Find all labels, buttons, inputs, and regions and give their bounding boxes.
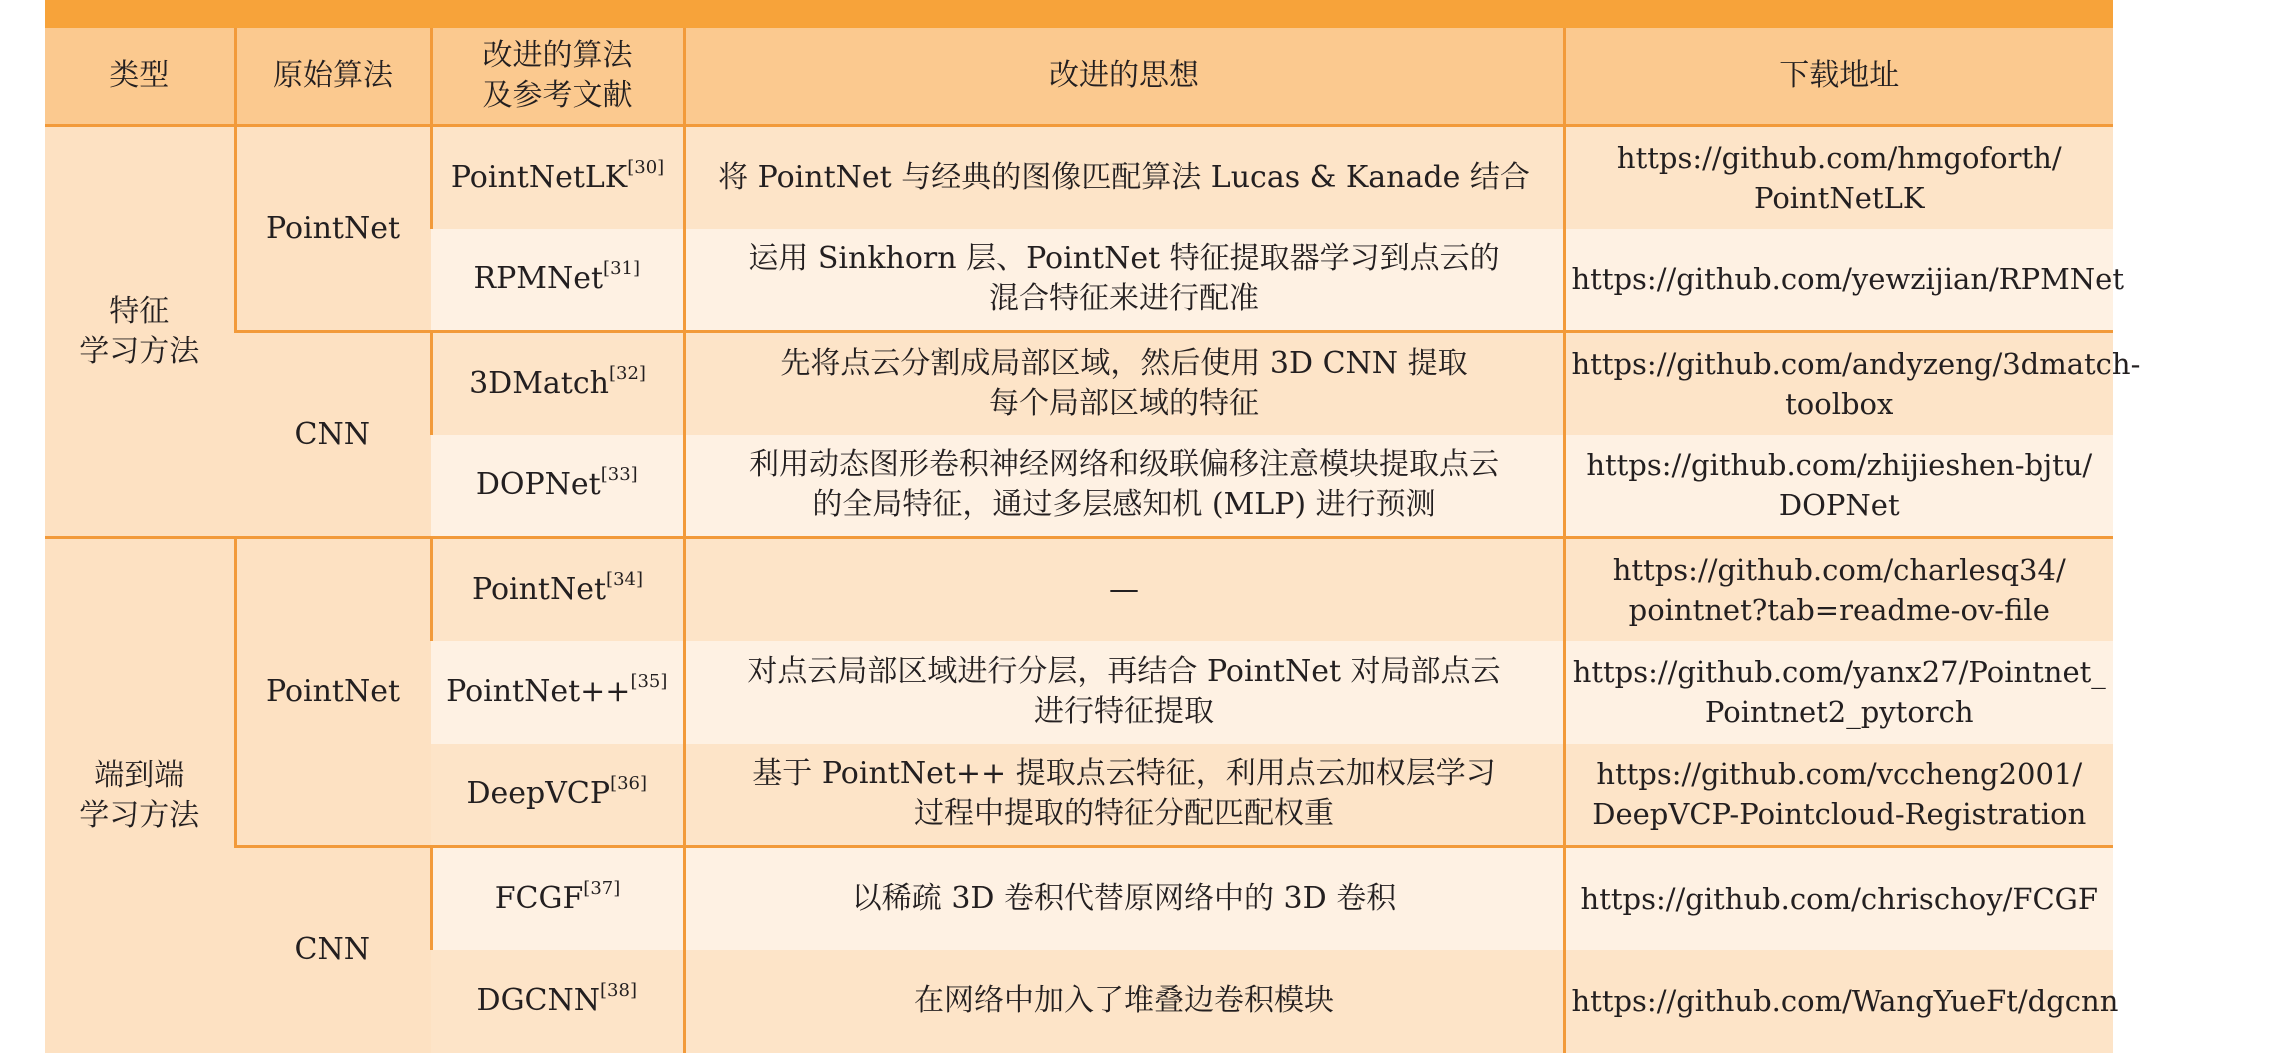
header-original-algorithm: 原始算法 (235, 28, 431, 126)
header-row (45, 28, 2113, 126)
download-url-cell[interactable] (1564, 229, 2125, 332)
algorithm-name: DeepVCP (466, 776, 611, 812)
registration-methods-table (45, 28, 2141, 1053)
improved-algorithm-cell (431, 950, 684, 1053)
header-improved-algorithm (431, 28, 684, 126)
idea-line: 进行特征提取 (1034, 694, 1214, 729)
type-line1: 端到端 (94, 757, 185, 793)
url-line[interactable]: https://github.com/chrischoy/FCGF (1580, 881, 2098, 916)
table-row (45, 847, 2113, 950)
download-url-cell[interactable] (1564, 126, 2113, 229)
idea-line: 以稀疏 3D 卷积代替原网络中的 3D 卷积 (851, 880, 1397, 916)
idea-line: 的全局特征，通过多层感知机 (MLP) 进行预测 (812, 487, 1436, 523)
type-line1: 特征 (109, 293, 170, 329)
idea-line: 运用 Sinkhorn 层、PointNet 特征提取器学习到点云的 (748, 241, 1500, 277)
reference-number: [31] (603, 258, 640, 280)
url-line[interactable]: https://github.com/yewzijian/RPMNet (1571, 262, 2125, 297)
table-top-rule (45, 0, 2113, 28)
url-line[interactable]: DOPNet (1778, 488, 1900, 523)
improvement-idea-cell (684, 435, 1564, 538)
header-improved-algorithm-line1: 改进的算法 (482, 38, 633, 73)
original-algorithm-cell: CNN (235, 332, 431, 538)
reference-number: [30] (627, 156, 665, 178)
download-url-cell[interactable] (1564, 641, 2113, 744)
improved-algorithm-cell (431, 744, 684, 847)
improvement-idea-cell (684, 950, 1564, 1053)
table-row (45, 538, 2113, 641)
url-line[interactable]: https://github.com/zhijieshen-bjtu/ (1586, 448, 2093, 483)
improvement-idea-cell (684, 641, 1564, 744)
original-algorithm-cell: CNN (235, 847, 431, 1053)
type-line2: 学习方法 (79, 797, 200, 833)
improved-algorithm-cell (431, 435, 684, 538)
algorithm-name: PointNet++ (446, 674, 631, 709)
header-improvement-idea: 改进的思想 (684, 28, 1564, 126)
header-improved-algorithm-line2: 及参考文献 (482, 78, 633, 113)
type-cell (45, 538, 235, 1053)
improvement-idea-cell (684, 744, 1564, 847)
type-cell (45, 126, 235, 538)
improvement-idea-cell (684, 126, 1564, 229)
url-line[interactable]: https://github.com/WangYueFt/dgcnn (1571, 984, 2119, 1018)
download-url-cell[interactable] (1564, 847, 2113, 950)
improved-algorithm-cell (431, 641, 684, 744)
header-download-url: 下载地址 (1564, 28, 2113, 126)
improved-algorithm-cell (431, 332, 684, 435)
algorithm-name: RPMNet (473, 261, 604, 297)
idea-line: 混合特征来进行配准 (989, 281, 1259, 317)
improvement-idea-cell (684, 538, 1564, 641)
url-line[interactable]: DeepVCP-Pointcloud-Registration (1592, 797, 2087, 832)
original-algorithm-cell: PointNet (235, 126, 431, 332)
url-line[interactable]: https://github.com/yanx27/Pointnet_ (1572, 655, 2106, 689)
algorithm-name: PointNetLK (450, 159, 628, 195)
url-line[interactable]: https://github.com/andyzeng/3dmatch- (1571, 346, 2141, 381)
improved-algorithm-cell (431, 229, 684, 332)
idea-line: 基于 PointNet++ 提取点云特征，利用点云加权层学习 (752, 756, 1496, 792)
download-url-cell[interactable] (1564, 435, 2113, 538)
improvement-idea-cell (684, 847, 1564, 950)
url-line[interactable]: PointNetLK (1753, 180, 1925, 215)
idea-line: 将 PointNet 与经典的图像匹配算法 Lucas & Kanade 结合 (718, 159, 1530, 195)
algorithm-name: 3DMatch (469, 365, 609, 401)
table-row (45, 332, 2113, 435)
url-line[interactable]: Pointnet2_pytorch (1704, 695, 1974, 729)
url-line[interactable]: https://github.com/hmgoforth/ (1616, 140, 2062, 175)
reference-number: [36] (610, 773, 648, 795)
table-row (45, 126, 2113, 229)
download-url-cell[interactable] (1564, 332, 2141, 435)
algorithm-name: PointNet (471, 571, 607, 607)
download-url-cell[interactable] (1564, 538, 2113, 641)
reference-number: [37] (583, 877, 621, 899)
algorithm-name: FCGF (494, 880, 584, 916)
type-line2: 学习方法 (79, 333, 200, 369)
idea-line: 利用动态图形卷积神经网络和级联偏移注意模块提取点云 (749, 447, 1499, 483)
idea-line: 每个局部区域的特征 (989, 385, 1259, 421)
improvement-idea-cell (684, 332, 1564, 435)
url-line[interactable]: pointnet?tab=readme-ov-file (1628, 592, 2050, 627)
reference-number: [33] (600, 464, 638, 486)
comparison-table-container (45, 0, 2141, 1053)
header-type: 类型 (45, 28, 235, 126)
original-algorithm-cell: PointNet (235, 538, 431, 847)
download-url-cell[interactable] (1564, 744, 2113, 847)
improved-algorithm-cell (431, 126, 684, 229)
url-line[interactable]: toolbox (1785, 386, 1894, 421)
idea-line: — (1109, 571, 1139, 607)
url-line[interactable]: https://github.com/charlesq34/ (1612, 552, 2066, 587)
reference-number: [35] (630, 671, 668, 692)
idea-line: 在网络中加入了堆叠边卷积模块 (914, 983, 1334, 1018)
improved-algorithm-cell (431, 847, 684, 950)
algorithm-name: DGCNN (476, 983, 601, 1018)
algorithm-name: DOPNet (475, 467, 601, 503)
idea-line: 先将点云分割成局部区域，然后使用 3D CNN 提取 (780, 345, 1468, 381)
improvement-idea-cell (684, 229, 1564, 332)
improved-algorithm-cell (431, 538, 684, 641)
download-url-cell[interactable] (1564, 950, 2119, 1053)
url-line[interactable]: https://github.com/vccheng2001/ (1596, 757, 2083, 792)
idea-line: 过程中提取的特征分配匹配权重 (914, 796, 1334, 832)
reference-number: [32] (608, 362, 646, 384)
reference-number: [38] (600, 980, 637, 1001)
idea-line: 对点云局部区域进行分层，再结合 PointNet 对局部点云 (747, 654, 1501, 689)
reference-number: [34] (606, 568, 643, 590)
